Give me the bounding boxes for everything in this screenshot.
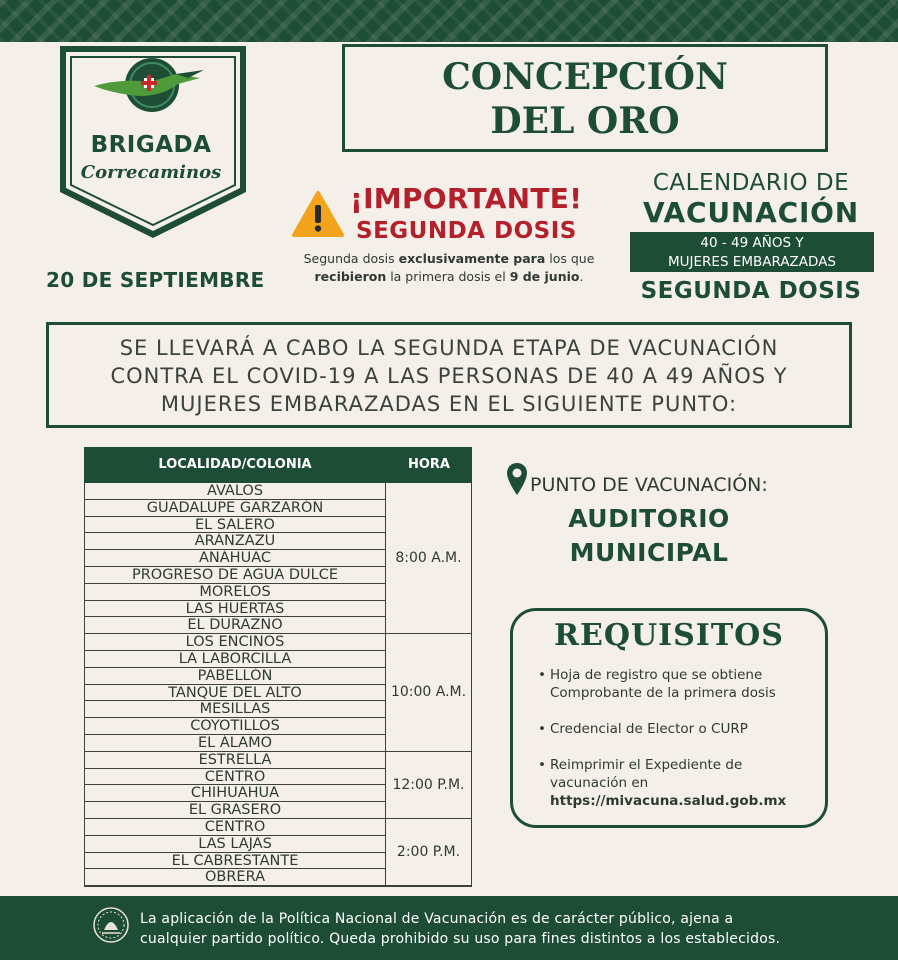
note-date: 9 de junio bbox=[509, 269, 580, 284]
table-cell-hora: 8:00 A.M. bbox=[386, 483, 471, 634]
requirements-title: REQUISITOS bbox=[554, 618, 784, 653]
calendar-line1: CALENDARIO DE bbox=[652, 170, 850, 196]
table-row-localidad: LA LABORCILLA bbox=[85, 651, 385, 668]
header-localidad: LOCALIDAD/COLONIA bbox=[158, 457, 312, 472]
table-row-localidad: LOS ENCINOS bbox=[85, 634, 385, 651]
table-row-localidad: EL SALERO bbox=[85, 517, 385, 534]
calendar-line3: SEGUNDA DOSIS bbox=[640, 278, 862, 304]
requirement-item bbox=[538, 756, 818, 810]
table-row-localidad: EL GRASERO bbox=[85, 802, 385, 819]
vaccination-point-name-line2: MUNICIPAL bbox=[569, 538, 729, 567]
requirement-text: vacunación en bbox=[550, 775, 649, 791]
footer-band bbox=[0, 896, 898, 960]
table-row-localidad: MESILLAS bbox=[85, 701, 385, 718]
age-group-badge bbox=[630, 232, 874, 272]
bullet-icon: • bbox=[538, 721, 546, 737]
note-text: Segunda dosis bbox=[303, 251, 399, 266]
table-cell-hora: 10:00 A.M. bbox=[386, 634, 471, 752]
table-row-localidad: OBRERA bbox=[85, 869, 385, 886]
place-title-line2: DEL ORO bbox=[490, 100, 680, 142]
table-body bbox=[84, 483, 472, 887]
table-row-localidad: MORELOS bbox=[85, 584, 385, 601]
table-cell-hora: 2:00 P.M. bbox=[386, 819, 471, 886]
important-subheading: SEGUNDA DOSIS bbox=[356, 218, 577, 244]
table-row-localidad: GUADALUPE GARZARÓN bbox=[85, 500, 385, 517]
header-hora: HORA bbox=[407, 457, 450, 472]
age-group-line2: MUJERES EMBARAZADAS bbox=[668, 254, 836, 270]
requirement-text: Hoja de registro que se obtiene bbox=[550, 667, 763, 683]
announcement-line1: SE LLEVARÁ A CABO LA SEGUNDA ETAPA DE VACUNACIÓN bbox=[119, 336, 779, 360]
requirement-text: Credencial de Elector o CURP bbox=[550, 721, 748, 737]
requirement-text: Comprobante de la primera dosis bbox=[550, 685, 776, 701]
warning-triangle-icon bbox=[292, 190, 344, 238]
note-text: los que bbox=[545, 251, 595, 266]
requirement-text: Reimprimir el Expediente de bbox=[550, 757, 743, 773]
table-row-localidad: ARÁNZAZU bbox=[85, 533, 385, 550]
important-heading: ¡IMPORTANTE! bbox=[350, 182, 583, 215]
table-row-localidad: LAS HUERTAS bbox=[85, 601, 385, 618]
table-row-localidad: CENTRO bbox=[85, 769, 385, 786]
announcement-line3: MUJERES EMBARAZADAS EN EL SIGUIENTE PUNTO: bbox=[160, 392, 738, 416]
table-row-localidad: PABELLÓN bbox=[85, 668, 385, 685]
table-cell-hora: 12:00 P.M. bbox=[386, 752, 471, 819]
requirement-item bbox=[538, 720, 818, 738]
decorative-top-band bbox=[0, 0, 898, 42]
vaccination-point-name-line1: AUDITORIO bbox=[568, 504, 730, 533]
table-row-localidad: ANÁHUAC bbox=[85, 550, 385, 567]
location-pin-icon bbox=[506, 462, 528, 496]
table-row-localidad: TANQUE DEL ALTO bbox=[85, 685, 385, 702]
table-header bbox=[84, 447, 472, 483]
roadrunner-logo-icon bbox=[92, 56, 208, 114]
age-group-line1: 40 - 49 AÑOS Y bbox=[700, 235, 804, 251]
bullet-icon: • bbox=[538, 757, 546, 773]
table-row-localidad: ESTRELLA bbox=[85, 752, 385, 769]
note-text: la primera dosis el bbox=[386, 269, 510, 284]
brigada-subtitle: Correcaminos bbox=[80, 162, 222, 183]
mivacuna-link[interactable]: https://mivacuna.salud.gob.mx bbox=[550, 793, 787, 809]
table-row-localidad: CENTRO bbox=[85, 819, 385, 836]
calendar-line2: VACUNACIÓN bbox=[642, 196, 860, 229]
important-note bbox=[288, 250, 610, 286]
table-row-localidad: AVALOS bbox=[85, 483, 385, 500]
brigada-title: BRIGADA bbox=[90, 132, 212, 158]
note-emphasis: recibieron bbox=[314, 269, 387, 284]
vaccination-point-label: PUNTO DE VACUNACIÓN: bbox=[530, 474, 768, 496]
table-row-localidad: EL DURAZNO bbox=[85, 617, 385, 634]
table-row-localidad: EL CABRESTANTE bbox=[85, 853, 385, 870]
requirement-item bbox=[538, 666, 818, 702]
table-row-localidad: PROGRESO DE AGUA DULCE bbox=[85, 567, 385, 584]
announcement-line2: CONTRA EL COVID-19 A LAS PERSONAS DE 40 A 49 AÑOS Y bbox=[110, 364, 788, 388]
table-row-localidad: EL ÁLAMO bbox=[85, 735, 385, 752]
place-title-line1: CONCEPCIÓN bbox=[442, 56, 728, 98]
bullet-icon: • bbox=[538, 667, 546, 683]
footer-line2: cualquier partido político. Queda prohibido su uso para fines distintos a los establecidos. bbox=[140, 931, 781, 947]
footer-line1: La aplicación de la Política Nacional de Vacunación es de carácter público, ajena a bbox=[140, 911, 734, 927]
table-row-localidad: LAS LAJAS bbox=[85, 836, 385, 853]
note-text: . bbox=[579, 269, 584, 284]
note-emphasis: exclusivamente para bbox=[398, 251, 546, 266]
mexico-seal-icon bbox=[92, 906, 130, 944]
table-row-localidad: COYOTILLOS bbox=[85, 718, 385, 735]
table-row-localidad: CHIHUAHUA bbox=[85, 785, 385, 802]
event-date: 20 DE SEPTIEMBRE bbox=[46, 268, 265, 292]
